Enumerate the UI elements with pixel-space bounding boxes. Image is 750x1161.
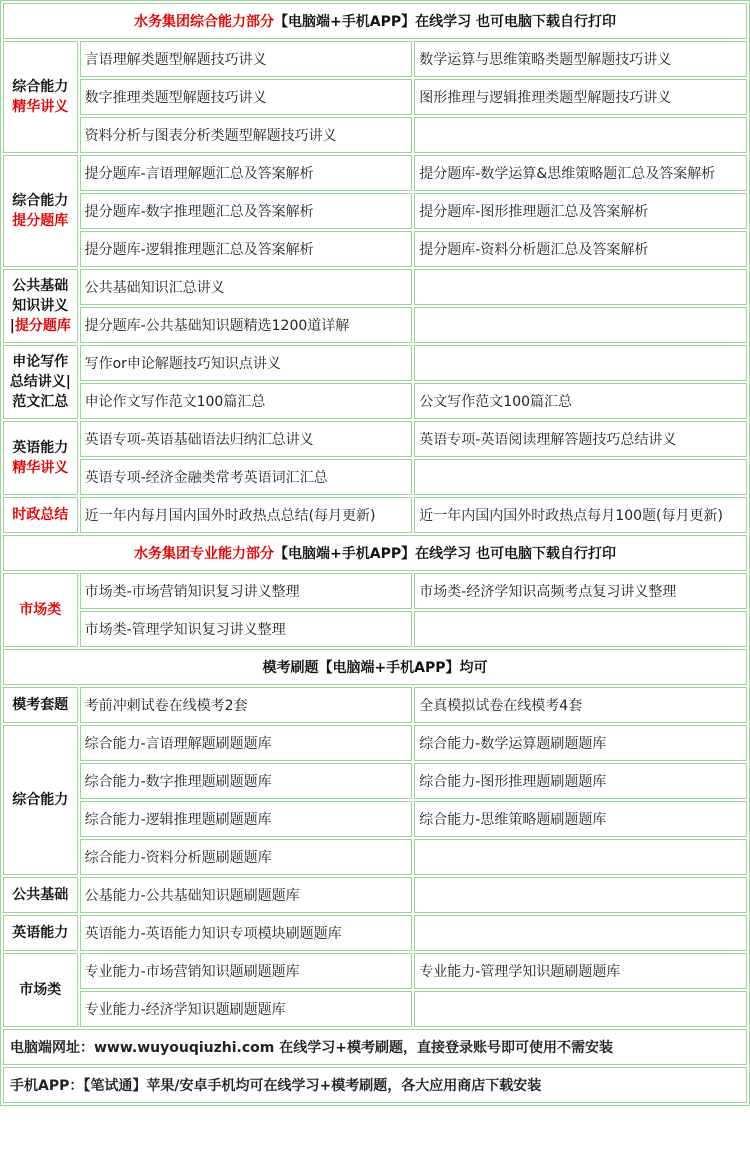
table-row bbox=[3, 611, 747, 647]
empty-cell bbox=[414, 915, 747, 951]
course-item[interactable]: 申论作文写作范文100篇汇总 bbox=[80, 383, 413, 419]
footer-row bbox=[3, 1067, 747, 1103]
category-cell bbox=[3, 155, 78, 267]
course-item[interactable]: 综合能力-言语理解题刷题题库 bbox=[80, 725, 413, 761]
table-row bbox=[3, 269, 747, 305]
course-item[interactable]: 数学运算与思维策略类题型解题技巧讲义 bbox=[414, 41, 747, 77]
category-cell bbox=[3, 573, 78, 647]
category-highlight: 市场类 bbox=[19, 602, 62, 618]
table-row bbox=[3, 573, 747, 609]
category-label: 综合能力 bbox=[12, 193, 69, 209]
empty-cell bbox=[414, 877, 747, 913]
course-item[interactable]: 英语能力-英语能力知识专项模块刷题题库 bbox=[80, 915, 413, 951]
category-highlight: 精华讲义 bbox=[12, 99, 69, 115]
table-row bbox=[3, 231, 747, 267]
category-highlight: 提分题库 bbox=[14, 318, 71, 334]
course-item[interactable]: 提分题库-逻辑推理题汇总及答案解析 bbox=[80, 231, 413, 267]
section2-header bbox=[3, 535, 747, 571]
category-cell bbox=[3, 497, 78, 533]
course-item[interactable]: 提分题库-资料分析题汇总及答案解析 bbox=[414, 231, 747, 267]
empty-cell bbox=[414, 459, 747, 495]
course-item[interactable]: 市场类-经济学知识高频考点复习讲义整理 bbox=[414, 573, 747, 609]
course-item[interactable]: 近一年内每月国内国外时政热点总结(每月更新) bbox=[80, 497, 413, 533]
table-row bbox=[3, 953, 747, 989]
course-item[interactable]: 综合能力-资料分析题刷题题库 bbox=[80, 839, 413, 875]
section3-header bbox=[3, 649, 747, 685]
category-cell bbox=[3, 269, 78, 343]
course-item[interactable]: 英语专项-经济金融类常考英语词汇汇总 bbox=[80, 459, 413, 495]
category-cell bbox=[3, 687, 78, 723]
table-row bbox=[3, 839, 747, 875]
table-row bbox=[3, 687, 747, 723]
course-item[interactable]: 公文写作范文100篇汇总 bbox=[414, 383, 747, 419]
course-item[interactable]: 英语专项-英语基础语法归纳汇总讲义 bbox=[80, 421, 413, 457]
section-title: 水务集团综合能力部分 bbox=[134, 14, 275, 30]
section-subtitle: 【电脑端+手机APP】在线学习 也可电脑下载自行打印 bbox=[274, 546, 616, 562]
empty-cell bbox=[414, 611, 747, 647]
table-row bbox=[3, 383, 747, 419]
course-item[interactable]: 专业能力-市场营销知识题刷题题库 bbox=[80, 953, 413, 989]
table-row bbox=[3, 345, 747, 381]
footer-line1: 电脑端网址：www.wuyouqiuzhi.com 在线学习+模考刷题，直接登录账号即可使用不需安装 bbox=[3, 1029, 747, 1065]
table-row bbox=[3, 801, 747, 837]
category-label: 综合能力 bbox=[12, 79, 69, 95]
table-row bbox=[3, 991, 747, 1027]
course-item[interactable]: 图形推理与逻辑推理类题型解题技巧讲义 bbox=[414, 79, 747, 115]
category-label: 公共基础知识讲义 bbox=[12, 278, 69, 314]
course-item[interactable]: 综合能力-逻辑推理题刷题题库 bbox=[80, 801, 413, 837]
category-cell bbox=[3, 41, 78, 153]
category-label: 英语能力 bbox=[12, 440, 69, 456]
course-item[interactable]: 专业能力-经济学知识题刷题题库 bbox=[80, 991, 413, 1027]
course-item[interactable]: 英语专项-英语阅读理解答题技巧总结讲义 bbox=[414, 421, 747, 457]
course-item[interactable]: 公基能力-公共基础知识题刷题题库 bbox=[80, 877, 413, 913]
course-item[interactable]: 市场类-管理学知识复习讲义整理 bbox=[80, 611, 413, 647]
course-item[interactable]: 综合能力-思维策略题刷题题库 bbox=[414, 801, 747, 837]
course-item[interactable]: 市场类-市场营销知识复习讲义整理 bbox=[80, 573, 413, 609]
course-item[interactable]: 提分题库-数字推理题汇总及答案解析 bbox=[80, 193, 413, 229]
course-item[interactable]: 专业能力-管理学知识题刷题题库 bbox=[414, 953, 747, 989]
category-label: 英语能力 bbox=[12, 925, 69, 941]
table-row bbox=[3, 79, 747, 115]
table-row bbox=[3, 725, 747, 761]
category-highlight: 精华讲义 bbox=[12, 460, 69, 476]
table-row bbox=[3, 307, 747, 343]
category-cell bbox=[3, 421, 78, 495]
section-title: 模考刷题【电脑端+手机APP】均可 bbox=[262, 660, 488, 676]
category-cell bbox=[3, 915, 78, 951]
category-label: 综合能力 bbox=[12, 792, 69, 808]
course-item[interactable]: 考前冲刺试卷在线模考2套 bbox=[80, 687, 413, 723]
course-item[interactable]: 综合能力-图形推理题刷题题库 bbox=[414, 763, 747, 799]
section1-header bbox=[3, 3, 747, 39]
category-label: 公共基础 bbox=[12, 887, 69, 903]
category-cell bbox=[3, 725, 78, 875]
table-row bbox=[3, 497, 747, 533]
section-title: 水务集团专业能力部分 bbox=[134, 546, 275, 562]
category-highlight: 提分题库 bbox=[12, 213, 69, 229]
category-highlight: 时政总结 bbox=[12, 507, 69, 523]
table-row bbox=[3, 459, 747, 495]
category-cell bbox=[3, 877, 78, 913]
course-item[interactable]: 公共基础知识汇总讲义 bbox=[80, 269, 413, 305]
course-item[interactable]: 提分题库-数学运算&思维策略题汇总及答案解析 bbox=[414, 155, 747, 191]
empty-cell bbox=[414, 839, 747, 875]
empty-cell bbox=[414, 269, 747, 305]
table-row bbox=[3, 421, 747, 457]
table-row bbox=[3, 117, 747, 153]
section2-header-row bbox=[3, 535, 747, 571]
course-item[interactable]: 近一年内国内国外时政热点每月100题(每月更新) bbox=[414, 497, 747, 533]
table-row bbox=[3, 193, 747, 229]
course-item[interactable]: 写作or申论解题技巧知识点讲义 bbox=[80, 345, 413, 381]
category-cell bbox=[3, 953, 78, 1027]
empty-cell bbox=[414, 991, 747, 1027]
table-row bbox=[3, 41, 747, 77]
table-row bbox=[3, 915, 747, 951]
course-item[interactable]: 综合能力-数字推理题刷题题库 bbox=[80, 763, 413, 799]
course-item[interactable]: 提分题库-公共基础知识题精选1200道详解 bbox=[80, 307, 413, 343]
category-label: 申论写作总结讲义|范文汇总 bbox=[9, 354, 71, 410]
course-item[interactable]: 全真模拟试卷在线模考4套 bbox=[414, 687, 747, 723]
section-subtitle: 【电脑端+手机APP】在线学习 也可电脑下载自行打印 bbox=[274, 14, 616, 30]
category-label: 市场类 bbox=[19, 982, 62, 998]
course-item[interactable]: 资料分析与图表分析类题型解题技巧讲义 bbox=[80, 117, 413, 153]
course-item[interactable]: 提分题库-言语理解题汇总及答案解析 bbox=[80, 155, 413, 191]
course-item[interactable]: 综合能力-数学运算题刷题题库 bbox=[414, 725, 747, 761]
empty-cell bbox=[414, 117, 747, 153]
table-row bbox=[3, 877, 747, 913]
empty-cell bbox=[414, 307, 747, 343]
table-row bbox=[3, 763, 747, 799]
empty-cell bbox=[414, 345, 747, 381]
section3-header-row bbox=[3, 649, 747, 685]
course-item[interactable]: 数字推理类题型解题技巧讲义 bbox=[80, 79, 413, 115]
category-separator: | bbox=[9, 318, 15, 334]
footer-line2: 手机APP：【笔试通】苹果/安卓手机均可在线学习+模考刷题，各大应用商店下载安装 bbox=[3, 1067, 747, 1103]
category-cell bbox=[3, 345, 78, 419]
section1-header-row bbox=[3, 3, 747, 39]
course-item[interactable]: 提分题库-图形推理题汇总及答案解析 bbox=[414, 193, 747, 229]
footer-row bbox=[3, 1029, 747, 1065]
course-item[interactable]: 言语理解类题型解题技巧讲义 bbox=[80, 41, 413, 77]
table-row bbox=[3, 155, 747, 191]
category-label: 模考套题 bbox=[12, 697, 69, 713]
